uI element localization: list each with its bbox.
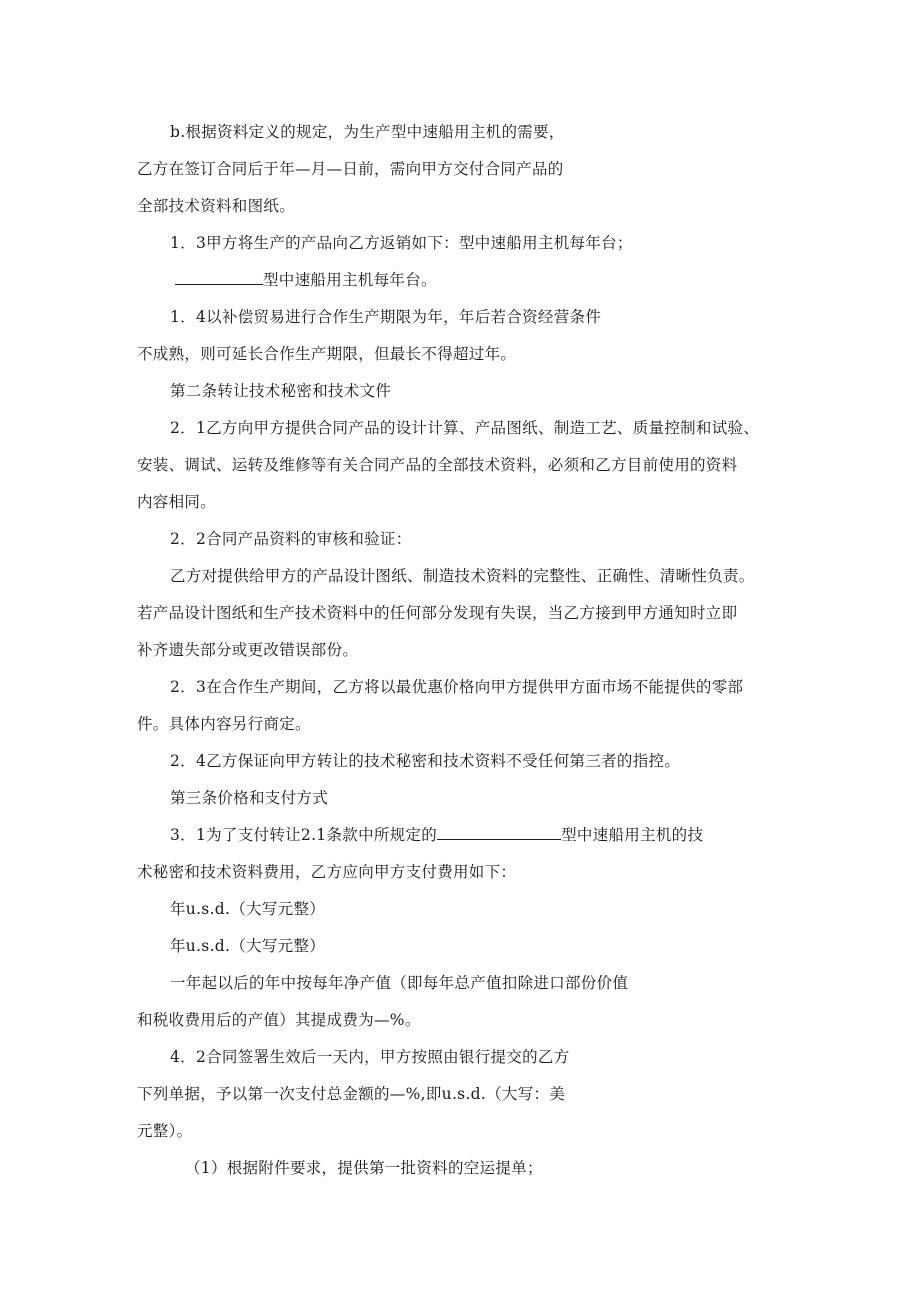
text-line: 若产品设计图纸和生产技术资料中的任何部分发现有失误，当乙方接到甲方通知时立即 [137,604,738,622]
text-line: 乙方对提供给甲方的产品设计图纸、制造技术资料的完整性、正确性、清晰性负责。 [170,567,755,585]
text-line: 一年起以后的年中按每年净产值（即每年总产值扣除进口部份价值 [170,974,629,992]
text-line: 1．4以补偿贸易进行合作生产期限为年，年后若合资经营条件 [170,308,602,326]
text-line: 内容相同。 [137,493,217,511]
text-line: 件。具体内容另行商定。 [137,715,311,733]
text-line: 年u.s.d.（大写元整） [170,937,326,955]
text-line: 全部技术资料和图纸。 [137,197,296,215]
text-line: 不成熟，则可延长合作生产期限，但最长不得超过年。 [137,345,517,363]
text-line: 术秘密和技术资料费用，乙方应向甲方支付费用如下： [137,863,517,881]
text-line: b.根据资料定义的规定，为生产型中速船用主机的需要， [170,123,565,141]
text-line-with-blank [175,270,437,290]
fill-in-blank [437,825,561,840]
text-line: 和税收费用后的产值）其提成费为—%。 [137,1011,421,1029]
text-line: 下列单据，予以第一次支付总金额的—%,即u.s.d.（大写：美 [137,1085,566,1103]
text-line: 年u.s.d.（大写元整） [170,900,326,918]
section-heading: 第二条转让技术秘密和技术文件 [170,382,392,400]
text-fragment: 3．1为了支付转让2.1条款中所规定的 [170,826,438,844]
list-item: （1）根据附件要求，提供第一批资料的空运提单； [185,1159,543,1177]
text-line: 1．3甲方将生产的产品向乙方返销如下：型中速船用主机每年台； [170,234,633,252]
text-fragment: 型中速船用主机每年台。 [263,271,437,289]
text-line: 2．4乙方保证向甲方转让的技术秘密和技术资料不受任何第三者的指控。 [170,752,681,770]
text-line: 补齐遗失部分或更改错误部份。 [137,641,359,659]
text-line: 2．3在合作生产期间，乙方将以最优惠价格向甲方提供甲方面市场不能提供的零部 [170,678,744,696]
text-line: 乙方在签订合同后于年—月—日前，需向甲方交付合同产品的 [137,160,564,178]
text-fragment: 型中速船用主机的技 [561,826,704,844]
text-line-with-blank [170,825,703,845]
text-line: 4．2合同签署生效后一天内，甲方按照由银行提交的乙方 [170,1048,570,1066]
section-heading: 第三条价格和支付方式 [170,789,329,807]
text-line: 安装、调试、运转及维修等有关合同产品的全部技术资料，必须和乙方目前使用的资料 [137,456,738,474]
fill-in-blank [175,270,263,285]
text-line: 元整）。 [137,1122,193,1140]
text-line: 2．1乙方向甲方提供合同产品的设计计算、产品图纸、制造工艺、质量控制和试验、 [170,419,760,437]
text-line: 2．2合同产品资料的审核和验证： [170,530,412,548]
